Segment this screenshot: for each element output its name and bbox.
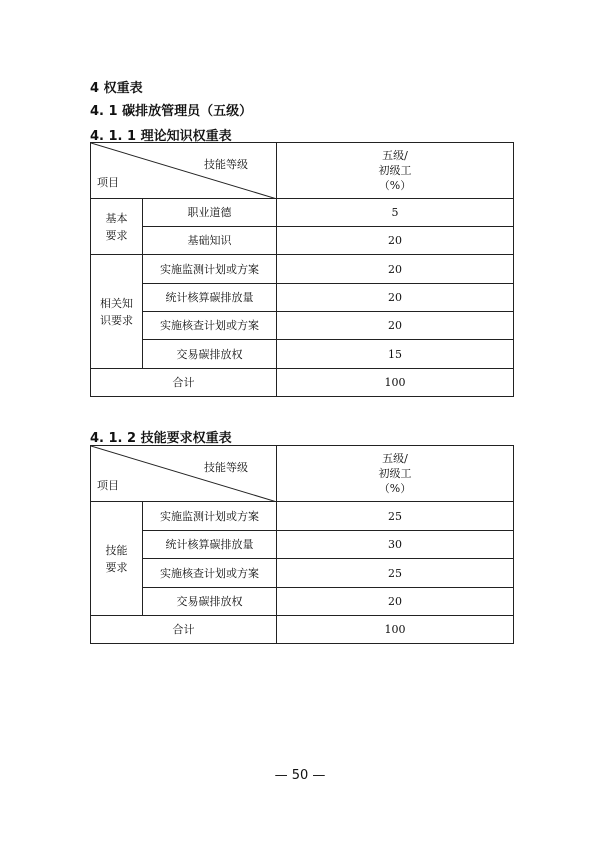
row-label: 职业道德 [143,199,277,227]
header-grade [277,446,514,502]
header-grade [277,143,514,199]
row-value: 20 [277,588,514,616]
row-label: 实施核查计划或方案 [143,312,277,340]
table-row [91,284,514,312]
subsection-heading: 4. 1 碳排放管理员（五级） [90,104,253,119]
header-item: 项目 [97,479,119,492]
table-row [91,227,514,255]
row-value: 25 [277,559,514,588]
table-row [91,340,514,369]
row-label: 统计核算碳排放量 [143,284,277,312]
grade-line: 初级工 [378,467,412,480]
row-label: 交易碳排放权 [143,340,277,369]
row-label: 实施监测计划或方案 [143,255,277,284]
diagonal-line [91,446,277,502]
table-row [91,255,514,284]
row-label: 实施核查计划或方案 [143,559,277,588]
header-diagonal-cell [91,446,277,502]
total-label: 合计 [91,369,277,397]
section-heading: 4 权重表 [90,81,143,96]
total-value: 100 [277,369,514,397]
table-row [91,588,514,616]
diagonal-line [91,143,277,199]
page-number: — 50 — [274,768,326,783]
table1-title: 4. 1. 1 理论知识权重表 [90,129,232,144]
header-skill-level: 技能等级 [204,461,248,474]
table-row [91,559,514,588]
grade-line: （%） [378,482,412,495]
row-label: 实施监测计划或方案 [143,502,277,531]
grade-line: （%） [378,179,412,192]
grade-line: 初级工 [378,164,412,177]
row-label: 交易碳排放权 [143,588,277,616]
group-name: 基本要求 [91,199,143,255]
row-value: 25 [277,502,514,531]
total-row [91,616,514,644]
row-label: 基础知识 [143,227,277,255]
table-row [91,199,514,227]
row-value: 20 [277,312,514,340]
row-value: 20 [277,255,514,284]
table-row [91,531,514,559]
row-value: 20 [277,284,514,312]
row-value: 20 [277,227,514,255]
header-diagonal-cell [91,143,277,199]
group-name: 技能要求 [91,502,143,616]
theory-knowledge-weight-table [90,142,514,397]
total-row [91,369,514,397]
grade-line: 五级/ [382,452,408,465]
total-label: 合计 [91,616,277,644]
row-value: 15 [277,340,514,369]
header-item: 项目 [97,176,119,189]
skill-requirement-weight-table [90,445,514,644]
grade-line: 五级/ [382,149,408,162]
header-skill-level: 技能等级 [204,158,248,171]
table2-title: 4. 1. 2 技能要求权重表 [90,431,232,446]
total-value: 100 [277,616,514,644]
row-value: 30 [277,531,514,559]
row-value: 5 [277,199,514,227]
table-row [91,312,514,340]
table-row [91,502,514,531]
group-name: 相关知识要求 [91,255,143,369]
row-label: 统计核算碳排放量 [143,531,277,559]
